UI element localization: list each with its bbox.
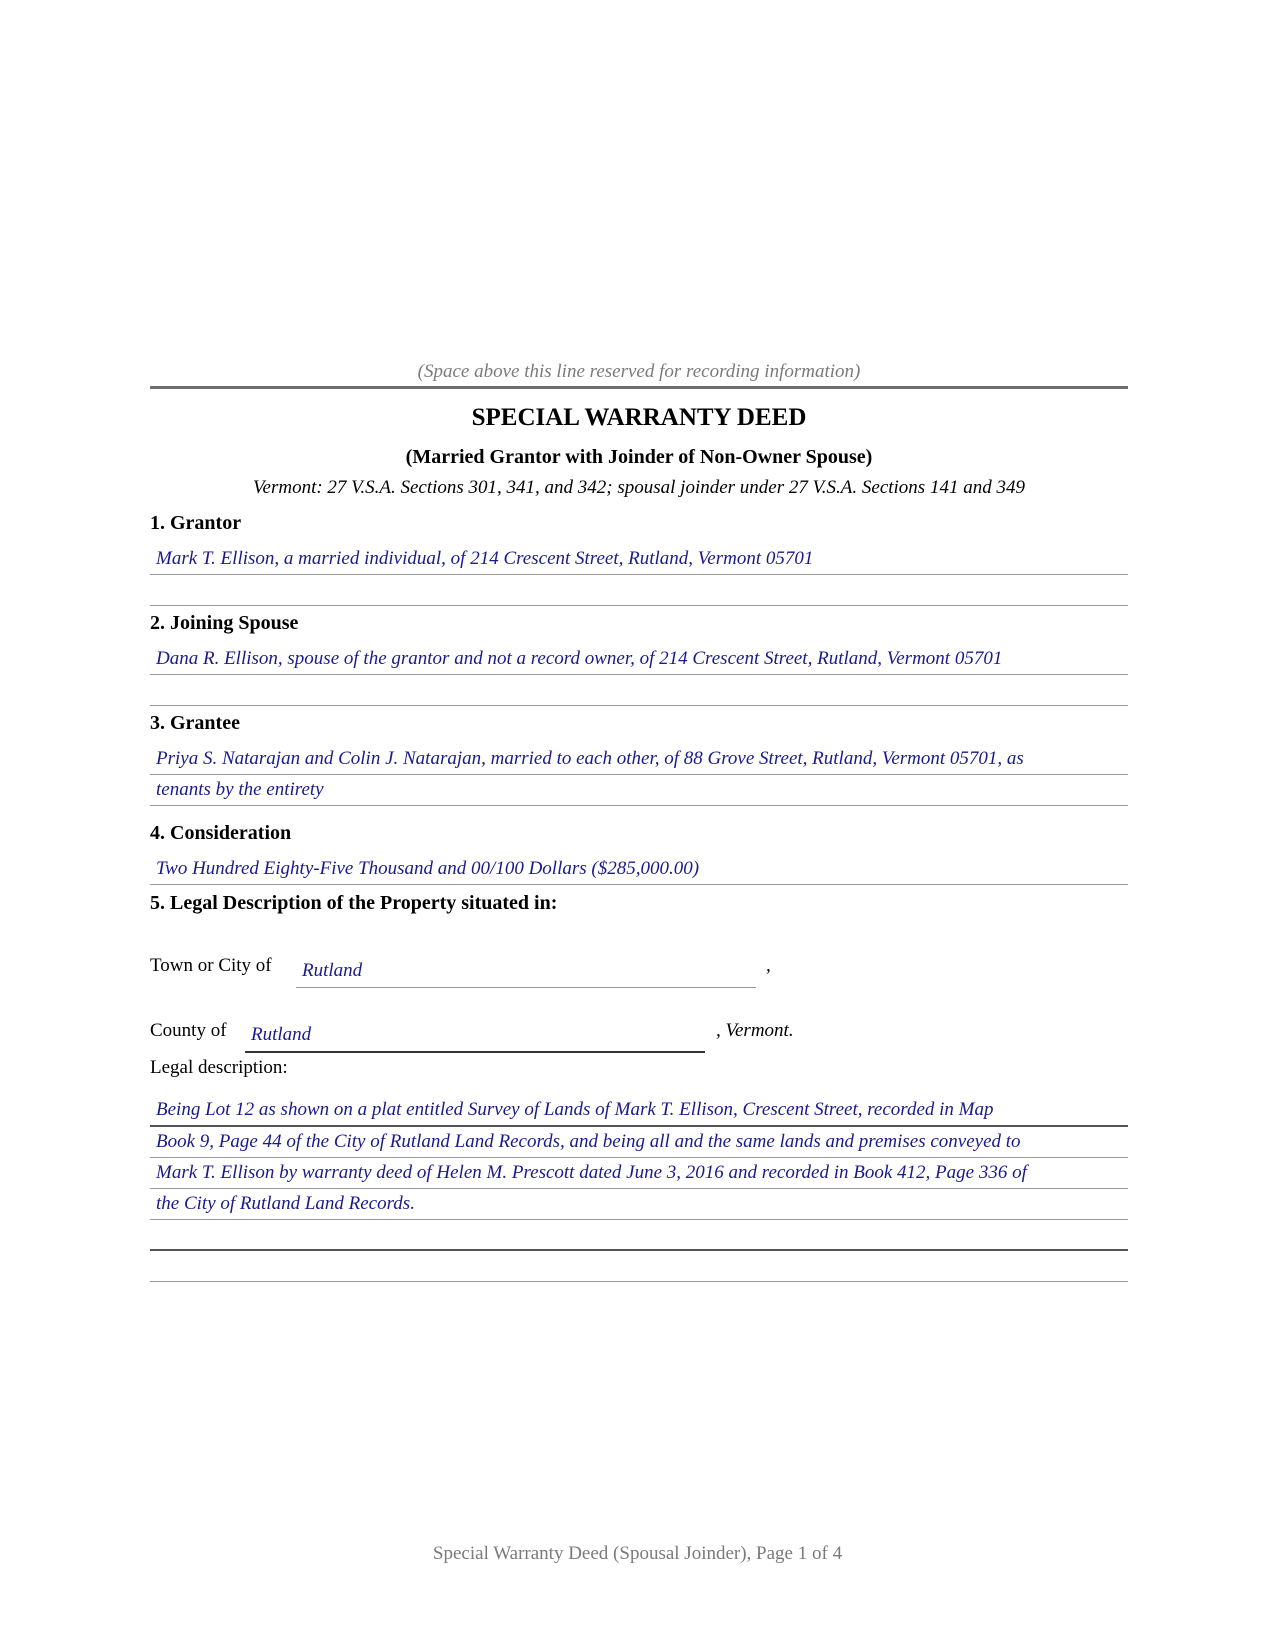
- legal-description-heading: 5. Legal Description of the Property situated in:: [150, 892, 558, 914]
- town-suffix: ,: [766, 955, 771, 976]
- town-value: Rutland: [302, 960, 363, 981]
- county-label: County of: [150, 1020, 227, 1041]
- legal-description-text-2: Book 9, Page 44 of the City of Rutland Land Records, and being all and the same lands and premises conveyed to: [156, 1131, 1021, 1152]
- joining-spouse-line-1[interactable]: [150, 644, 1128, 675]
- grantee-line-2[interactable]: [150, 775, 1128, 806]
- legal-description-line-1[interactable]: [150, 1096, 1128, 1127]
- document-title: SPECIAL WARRANTY DEED: [471, 404, 807, 431]
- statute-reference: Vermont: 27 V.S.A. Sections 301, 341, and 342; spousal joinder under 27 V.S.A. Sections 141 and 349: [253, 477, 1025, 498]
- page-footer: Special Warranty Deed (Spousal Joinder), Page 1 of 4: [432, 1543, 843, 1564]
- grantor-heading: 1. Grantor: [150, 512, 242, 534]
- legal-description-text-4: the City of Rutland Land Records.: [156, 1193, 415, 1214]
- legal-description-text-1: Being Lot 12 as shown on a plat entitled Survey of Lands of Mark T. Ellison, Crescent Street, recorded in Map: [156, 1099, 994, 1120]
- grantee-value-2: tenants by the entirety: [156, 779, 324, 800]
- recording-divider: [150, 386, 1128, 389]
- joining-spouse-value: Dana R. Ellison, spouse of the grantor and not a record owner, of 214 Crescent Street, Rutland, Vermont 05701: [156, 648, 1003, 669]
- consideration-value: Two Hundred Eighty-Five Thousand and 00/100 Dollars ($285,000.00): [156, 858, 700, 879]
- legal-description-line-3[interactable]: [150, 1158, 1128, 1189]
- grantee-heading: 3. Grantee: [150, 712, 240, 734]
- grantee-line-1[interactable]: [150, 744, 1128, 775]
- grantee-value: Priya S. Natarajan and Colin J. Natarajan, married to each other, of 88 Grove Street, Rutland, Vermont 05701, as: [156, 748, 1024, 769]
- recording-note: (Space above this line reserved for recording information): [417, 361, 861, 382]
- county-suffix: , Vermont.: [716, 1020, 794, 1041]
- legal-description-label: Legal description:: [150, 1057, 288, 1078]
- legal-description-line-2[interactable]: [150, 1127, 1128, 1158]
- joining-spouse-heading: 2. Joining Spouse: [150, 612, 299, 634]
- grantor-line-1[interactable]: [150, 544, 1128, 575]
- consideration-heading: 4. Consideration: [150, 822, 292, 844]
- grantor-line-2[interactable]: [150, 575, 1128, 606]
- town-label: Town or City of: [150, 955, 272, 976]
- document-subtitle: (Married Grantor with Joinder of Non-Owner Spouse): [405, 446, 873, 468]
- county-field[interactable]: [245, 1023, 705, 1053]
- legal-description-line-6[interactable]: [150, 1251, 1128, 1282]
- town-field[interactable]: [296, 958, 756, 988]
- county-value: Rutland: [251, 1024, 312, 1045]
- legal-description-text-3: Mark T. Ellison by warranty deed of Helen M. Prescott dated June 3, 2016 and recorded in Book 412, Page 336 of: [156, 1162, 1027, 1183]
- consideration-line[interactable]: [150, 854, 1128, 885]
- grantor-value: Mark T. Ellison, a married individual, of 214 Crescent Street, Rutland, Vermont 05701: [156, 548, 814, 569]
- joining-spouse-line-2[interactable]: [150, 675, 1128, 706]
- legal-description-line-4[interactable]: [150, 1189, 1128, 1220]
- legal-description-line-5[interactable]: [150, 1220, 1128, 1251]
